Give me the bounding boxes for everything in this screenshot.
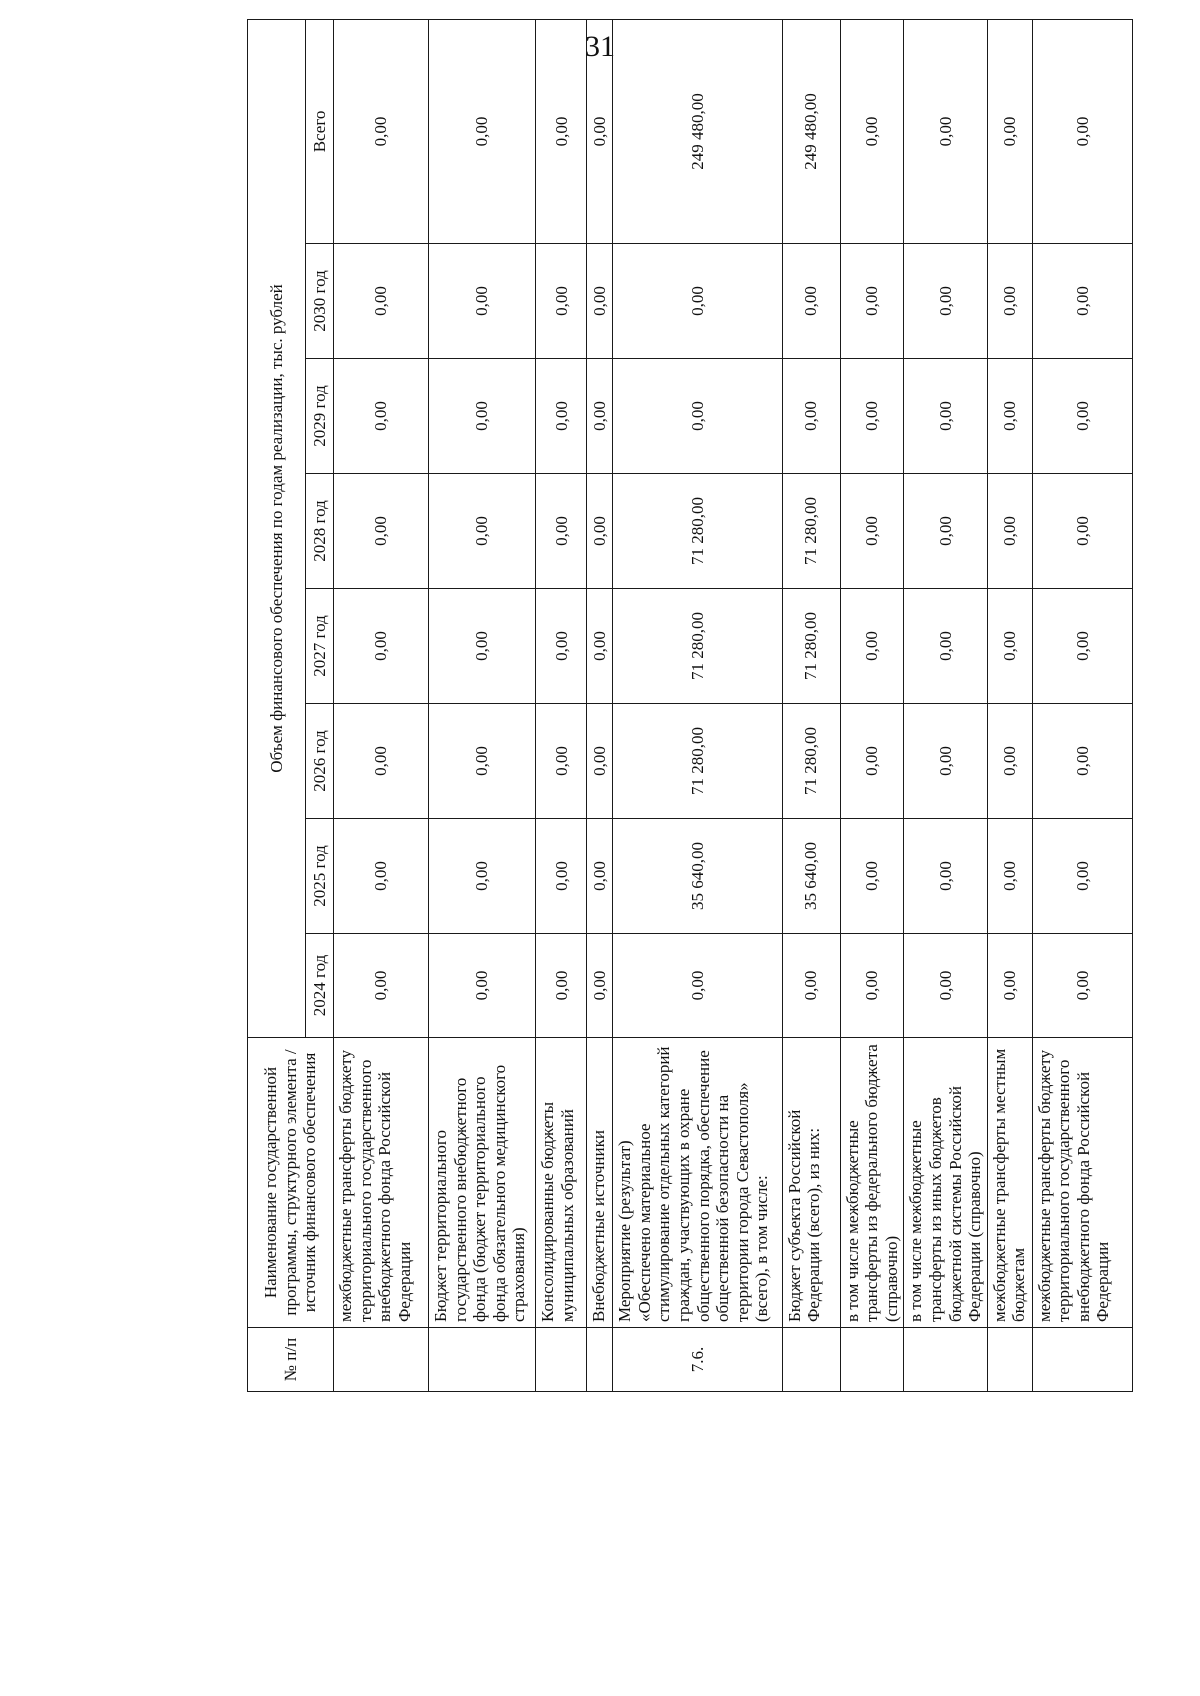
row-year-value: 0,00 xyxy=(587,244,613,359)
row-year-value: 0,00 xyxy=(613,244,782,359)
row-year-value: 0,00 xyxy=(1032,819,1132,934)
row-year-value: 0,00 xyxy=(587,474,613,589)
row-year-value: 0,00 xyxy=(429,819,536,934)
row-year-value: 0,00 xyxy=(904,359,987,474)
row-total-value: 0,00 xyxy=(904,19,987,243)
row-year-value: 0,00 xyxy=(334,819,429,934)
row-year-value: 0,00 xyxy=(429,934,536,1038)
row-number xyxy=(587,1328,613,1392)
row-source-name: Консолидированные бюджеты муниципальных образований xyxy=(536,1038,587,1328)
page-number: 31 xyxy=(585,30,615,63)
row-total-value: 0,00 xyxy=(334,19,429,243)
row-source-name: Бюджет территориального государственного внебюджетного фонда (бюджет территориального фонда обязательного медицинского страхования) xyxy=(429,1038,536,1328)
row-source-name: в том числе межбюджетные трансферты из иных бюджетов бюджетной системы Российской Федерации (справочно) xyxy=(904,1038,987,1328)
row-year-value: 0,00 xyxy=(1032,359,1132,474)
row-year-value: 0,00 xyxy=(1032,934,1132,1038)
row-year-value: 0,00 xyxy=(904,819,987,934)
row-source-name: в том числе межбюджетные трансферты из федерального бюджета (справочно) xyxy=(840,1038,904,1328)
row-total-value: 0,00 xyxy=(987,19,1032,243)
row-number xyxy=(334,1328,429,1392)
header-year: 2030 год xyxy=(306,244,334,359)
row-year-value: 0,00 xyxy=(613,359,782,474)
row-year-value: 71 280,00 xyxy=(613,589,782,704)
row-year-value: 0,00 xyxy=(840,474,904,589)
header-year: 2029 год xyxy=(306,359,334,474)
row-year-value: 0,00 xyxy=(587,704,613,819)
row-year-value: 0,00 xyxy=(334,474,429,589)
row-number xyxy=(429,1328,536,1392)
header-total: Всего xyxy=(306,19,334,243)
row-total-value: 0,00 xyxy=(840,19,904,243)
row-year-value: 0,00 xyxy=(840,819,904,934)
row-year-value: 0,00 xyxy=(536,589,587,704)
row-year-value: 0,00 xyxy=(782,359,840,474)
header-financing-group: Объем финансового обеспечения по годам реализации, тыс. рублей xyxy=(248,19,306,1037)
row-total-value: 0,00 xyxy=(587,19,613,243)
row-year-value: 0,00 xyxy=(840,244,904,359)
row-year-value: 0,00 xyxy=(429,244,536,359)
row-year-value: 0,00 xyxy=(429,474,536,589)
row-year-value: 0,00 xyxy=(536,474,587,589)
row-number xyxy=(782,1328,840,1392)
row-year-value: 0,00 xyxy=(840,934,904,1038)
header-name: Наименование государственной программы, структурного элемента / источник финансового обеспечения xyxy=(248,1038,334,1328)
row-year-value: 0,00 xyxy=(987,934,1032,1038)
row-year-value: 0,00 xyxy=(429,589,536,704)
financing-table xyxy=(247,19,1133,1392)
row-number xyxy=(904,1328,987,1392)
table-row xyxy=(782,19,840,1391)
row-year-value: 0,00 xyxy=(840,704,904,819)
row-year-value: 0,00 xyxy=(987,704,1032,819)
row-source-name: Мероприятие (результат) «Обеспечено материальное стимулирование отдельных категорий граждан, участвующих в охране общественного порядка, обеспечение общественной безопасности на территории города Севастополя» (всего), в том числе: xyxy=(613,1038,782,1328)
row-total-value: 249 480,00 xyxy=(782,19,840,243)
table-row xyxy=(987,19,1032,1391)
table-row xyxy=(587,19,613,1391)
row-year-value: 35 640,00 xyxy=(782,819,840,934)
row-year-value: 0,00 xyxy=(429,359,536,474)
row-year-value: 0,00 xyxy=(782,244,840,359)
row-number xyxy=(536,1328,587,1392)
row-year-value: 0,00 xyxy=(904,704,987,819)
row-year-value: 0,00 xyxy=(987,359,1032,474)
header-year: 2027 год xyxy=(306,589,334,704)
row-year-value: 0,00 xyxy=(536,704,587,819)
row-year-value: 0,00 xyxy=(782,934,840,1038)
table-row xyxy=(536,19,587,1391)
row-total-value: 249 480,00 xyxy=(613,19,782,243)
row-year-value: 0,00 xyxy=(613,934,782,1038)
row-year-value: 71 280,00 xyxy=(613,474,782,589)
row-year-value: 0,00 xyxy=(987,819,1032,934)
row-number xyxy=(1032,1328,1132,1392)
row-year-value: 0,00 xyxy=(334,244,429,359)
row-source-name: Бюджет субъекта Российской Федерации (всего), из них: xyxy=(782,1038,840,1328)
table-row xyxy=(429,19,536,1391)
row-total-value: 0,00 xyxy=(429,19,536,243)
header-year: 2028 год xyxy=(306,474,334,589)
row-year-value: 0,00 xyxy=(1032,704,1132,819)
row-year-value: 0,00 xyxy=(904,244,987,359)
row-year-value: 0,00 xyxy=(904,589,987,704)
table-row xyxy=(904,19,987,1391)
row-year-value: 0,00 xyxy=(587,819,613,934)
table-row xyxy=(840,19,904,1391)
table-row xyxy=(1032,19,1132,1391)
row-year-value: 0,00 xyxy=(840,589,904,704)
header-number: № п/п xyxy=(248,1328,334,1392)
table-row xyxy=(334,19,429,1391)
row-year-value: 0,00 xyxy=(904,934,987,1038)
row-year-value: 0,00 xyxy=(987,244,1032,359)
table-body xyxy=(334,19,1133,1391)
row-year-value: 0,00 xyxy=(1032,244,1132,359)
row-source-name: межбюджетные трансферты бюджету территориального государственного внебюджетного фонда Российской Федерации xyxy=(1032,1038,1132,1328)
row-year-value: 0,00 xyxy=(587,359,613,474)
row-year-value: 35 640,00 xyxy=(613,819,782,934)
row-year-value: 71 280,00 xyxy=(613,704,782,819)
row-number xyxy=(840,1328,904,1392)
row-year-value: 0,00 xyxy=(587,934,613,1038)
row-source-name: межбюджетные трансферты местным бюджетам xyxy=(987,1038,1032,1328)
row-source-name: Внебюджетные источники xyxy=(587,1038,613,1328)
header-year: 2024 год xyxy=(306,934,334,1038)
table-row xyxy=(613,19,782,1391)
row-year-value: 0,00 xyxy=(904,474,987,589)
row-year-value: 0,00 xyxy=(587,589,613,704)
row-number xyxy=(987,1328,1032,1392)
row-year-value: 0,00 xyxy=(334,589,429,704)
row-year-value: 71 280,00 xyxy=(782,474,840,589)
row-number: 7.6. xyxy=(613,1328,782,1392)
row-year-value: 0,00 xyxy=(987,474,1032,589)
rotated-table-container xyxy=(247,20,1133,1392)
row-year-value: 71 280,00 xyxy=(782,704,840,819)
row-total-value: 0,00 xyxy=(536,19,587,243)
row-year-value: 0,00 xyxy=(1032,589,1132,704)
row-year-value: 0,00 xyxy=(536,359,587,474)
row-year-value: 0,00 xyxy=(987,589,1032,704)
row-year-value: 0,00 xyxy=(334,704,429,819)
row-year-value: 0,00 xyxy=(536,819,587,934)
row-source-name: межбюджетные трансферты бюджету территориального государственного внебюджетного фонда Российской Федерации xyxy=(334,1038,429,1328)
row-year-value: 0,00 xyxy=(1032,474,1132,589)
row-year-value: 0,00 xyxy=(334,934,429,1038)
row-year-value: 0,00 xyxy=(536,244,587,359)
row-total-value: 0,00 xyxy=(1032,19,1132,243)
header-year: 2025 год xyxy=(306,819,334,934)
row-year-value: 71 280,00 xyxy=(782,589,840,704)
header-year: 2026 год xyxy=(306,704,334,819)
row-year-value: 0,00 xyxy=(334,359,429,474)
row-year-value: 0,00 xyxy=(429,704,536,819)
row-year-value: 0,00 xyxy=(536,934,587,1038)
row-year-value: 0,00 xyxy=(840,359,904,474)
